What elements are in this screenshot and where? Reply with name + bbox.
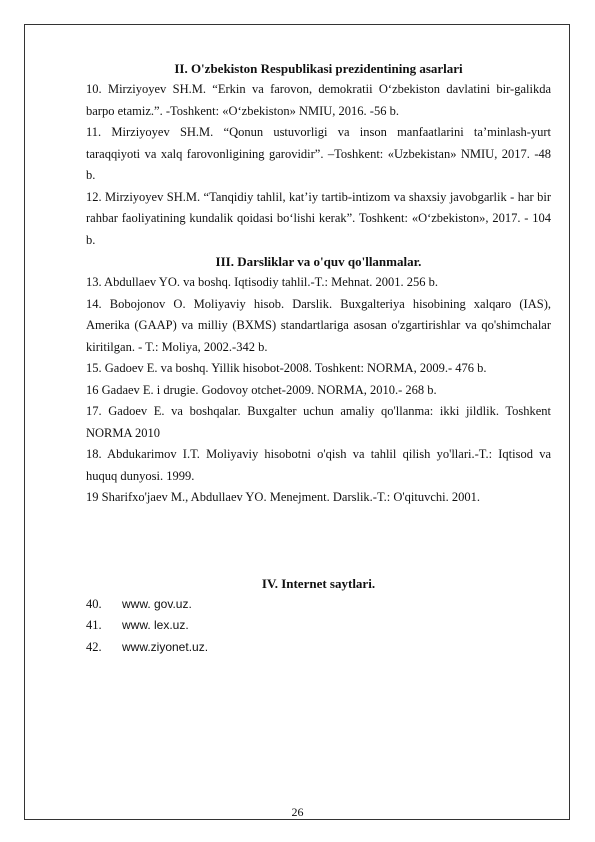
section-title-textbooks: III. Darsliklar va o'quv qo'llanmalar. xyxy=(215,254,422,269)
section-title-internet: IV. Internet saytlari. xyxy=(261,575,376,591)
reference-16: 16 Gadaev E. i drugie. Godovoy otchet-2009. NORMA, 2010.- 268 b. xyxy=(86,382,437,397)
internet-item-number: 40. xyxy=(86,596,102,611)
reference-14: 14. Bobojonov O. Moliyaviy hisob. Darslik. Buxgalteriya hisobining xalqaro (IAS), Amerika (GAAP) va milliy (BXMS) standartlariga asosan o'zgartirishlar va qo'shimchalar kiritilgan. - T.: Moliya, 2002.-342 b. xyxy=(86,296,551,354)
internet-link[interactable]: www.ziyonet.uz. xyxy=(122,639,209,654)
reference-11: 11. Mirziyoyev SH.M. “Qonun ustuvorligi va inson manfaatlarini ta’minlash-yurt taraqqiyoti va xalq farovonligining garovidir”. –Toshkent: «Uzbekistan» NMIU, 2017. -48 b. xyxy=(86,125,551,182)
internet-item xyxy=(86,637,551,659)
internet-link[interactable]: www. gov.uz. xyxy=(122,596,192,611)
reference-15: 15. Gadoev E. va boshq. Yillik hisobot-2008. Toshkent: NORMA, 2009.- 476 b. xyxy=(86,361,487,375)
reference-10: 10. Mirziyoyev SH.M. “Erkin va farovon, demokratii O‘zbekiston davlatini bir-galikda barpo etamiz.”. -Toshkent: «O‘zbekiston» NMIU, 2016. -56 b. xyxy=(86,82,551,118)
reference-18: 18. Abdukarimov I.T. Moliyaviy hisobotni o'qish va tahlil qilish yo'llari.-T.: Iqtisod va huquq dunyosi. 1999. xyxy=(86,447,551,483)
page-number: 26 xyxy=(291,805,304,819)
internet-link[interactable]: www. lex.uz. xyxy=(122,618,189,632)
document-body xyxy=(86,58,551,658)
reference-17: 17. Gadoev E. va boshqalar. Buxgalter uchun amaliy qo'llanma: ikki jildlik. Toshkent NORMA 2010 xyxy=(86,404,551,440)
section-title-president-works: II. O'zbekiston Respublikasi prezidentining asarlari xyxy=(174,61,463,76)
reference-13: 13. Abdullaev YO. va boshq. Iqtisodiy tahlil.-T.: Mehnat. 2001. 256 b. xyxy=(86,275,439,289)
internet-item xyxy=(86,594,551,616)
internet-item xyxy=(86,615,551,637)
internet-item-number: 42. xyxy=(86,639,102,654)
reference-19: 19 Sharifxo'jaev M., Abdullaev YO. Menejment. Darslik.-T.: O'qituvchi. 2001. xyxy=(86,490,481,504)
internet-item-number: 41. xyxy=(86,618,102,632)
reference-12: 12. Mirziyoyev SH.M. “Tanqidiy tahlil, kat’iy tartib-intizom va shaxsiy javobgarlik - har bir rahbar faoliyatining kundalik qoidasi bo‘lishi kerak”. Toshkent: «O‘zbekiston», 2017. - 104 b. xyxy=(86,189,551,247)
